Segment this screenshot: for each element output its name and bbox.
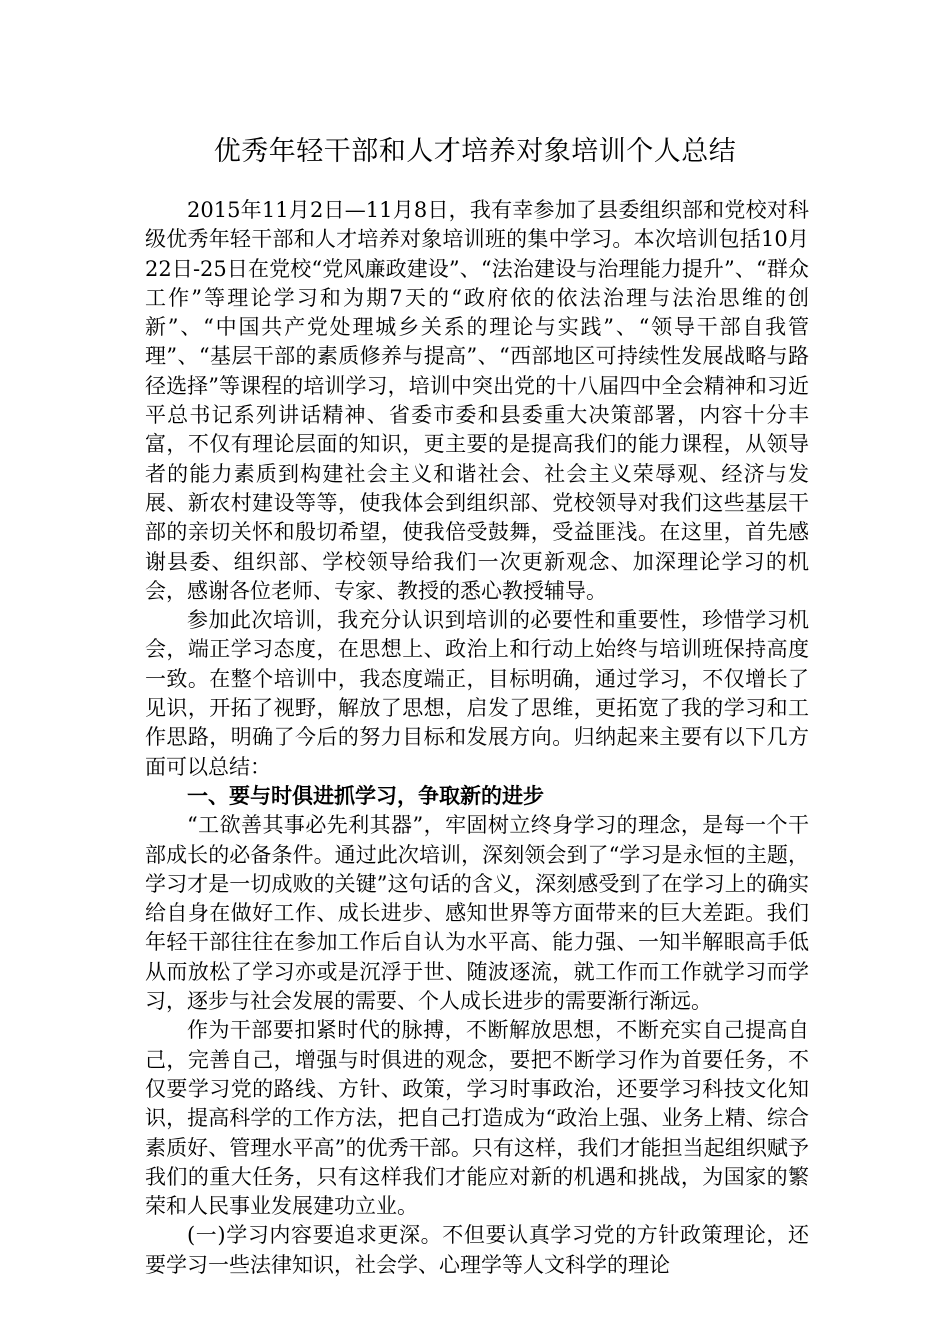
paragraph: “工欲善其事必先利其器”，牢固树立终身学习的理念，是每一个干部成长的必备条件。通过此次培训，深刻领会到了“学习是永恒的主题，学习才是一切成败的关键”这句话的含义，深刻感受到了在学习上的确实给自身在做好工作、成长进步、感知世界等方面带来的巨大差距。我们年轻干部往往在参加工作后自认为水平高、能力强、一知半解眼高手低从而放松了学习亦或是沉浮于世、随波逐流，就工作而工作就学习而学习，逐步与社会发展的需要、个人成长进步的需要渐行渐远。 (145, 813, 809, 1014)
paragraph: (一)学习内容要追求更深。不但要认真学习党的方针政策理论，还要学习一些法律知识，社会学、心理学等人文科学的理论 (145, 1223, 809, 1277)
section-heading: 一、要与时俱进抓学习，争取新的进步 (187, 783, 544, 808)
paragraph: 作为干部要扣紧时代的脉搏，不断解放思想，不断充实自己提高自己，完善自己，增强与时俱进的观念，要把不断学习作为首要任务，不仅要学习党的路线、方针、政策，学习时事政治，还要学习科技文化知识，提高科学的工作方法，把自己打造成为“政治上强、业务上精、综合素质好、管理水平高”的优秀干部。只有这样，我们才能担当起组织赋予我们的重大任务，只有这样我们才能应对新的机遇和挑战，为国家的繁荣和人民事业发展建功立业。 (145, 1018, 809, 1219)
paragraph: 2015年11月2日—11月8日，我有幸参加了县委组织部和党校对科级优秀年轻干部和人才培养对象培训班的集中学习。本次培训包括10月22日-25日在党校“党风廉政建设”、“法治建设与治理能力提升”、“群众工作”等理论学习和为期7天的“政府依的依法治理与法治思维的创新”、“中国共产党处理城乡关系的理论与实践”、“领导干部自我管理”、“基层干部的素质修养与提高”、“西部地区可持续性发展战略与路径选择”等课程的培训学习，培训中突出党的十八届四中全会精神和习近平总书记系列讲话精神、省委市委和县委重大决策部署，内容十分丰富，不仅有理论层面的知识，更主要的是提高我们的能力课程，从领导者的能力素质到构建社会主义和谐社会、社会主义荣辱观、经济与发展、新农村建设等等，使我体会到组织部、党校领导对我们这些基层干部的亲切关怀和殷切希望，使我倍受鼓舞，受益匪浅。在这里，首先感谢县委、组织部、学校领导给我们一次更新观念、加深理论学习的机会，感谢各位老师、专家、教授的悉心教授辅导。 (145, 198, 809, 603)
document-title: 优秀年轻干部和人才培养对象培训个人总结 (213, 136, 737, 167)
paragraph: 参加此次培训，我充分认识到培训的必要性和重要性，珍惜学习机会，端正学习态度，在思想上、政治上和行动上始终与培训班保持高度一致。在整个培训中，我态度端正，目标明确，通过学习，不仅增长了见识，开拓了视野，解放了思想，启发了思维，更拓宽了我的学习和工作思路，明确了今后的努力目标和发展方向。归纳起来主要有以下几方面可以总结： (145, 608, 809, 779)
document-body (145, 196, 809, 1280)
